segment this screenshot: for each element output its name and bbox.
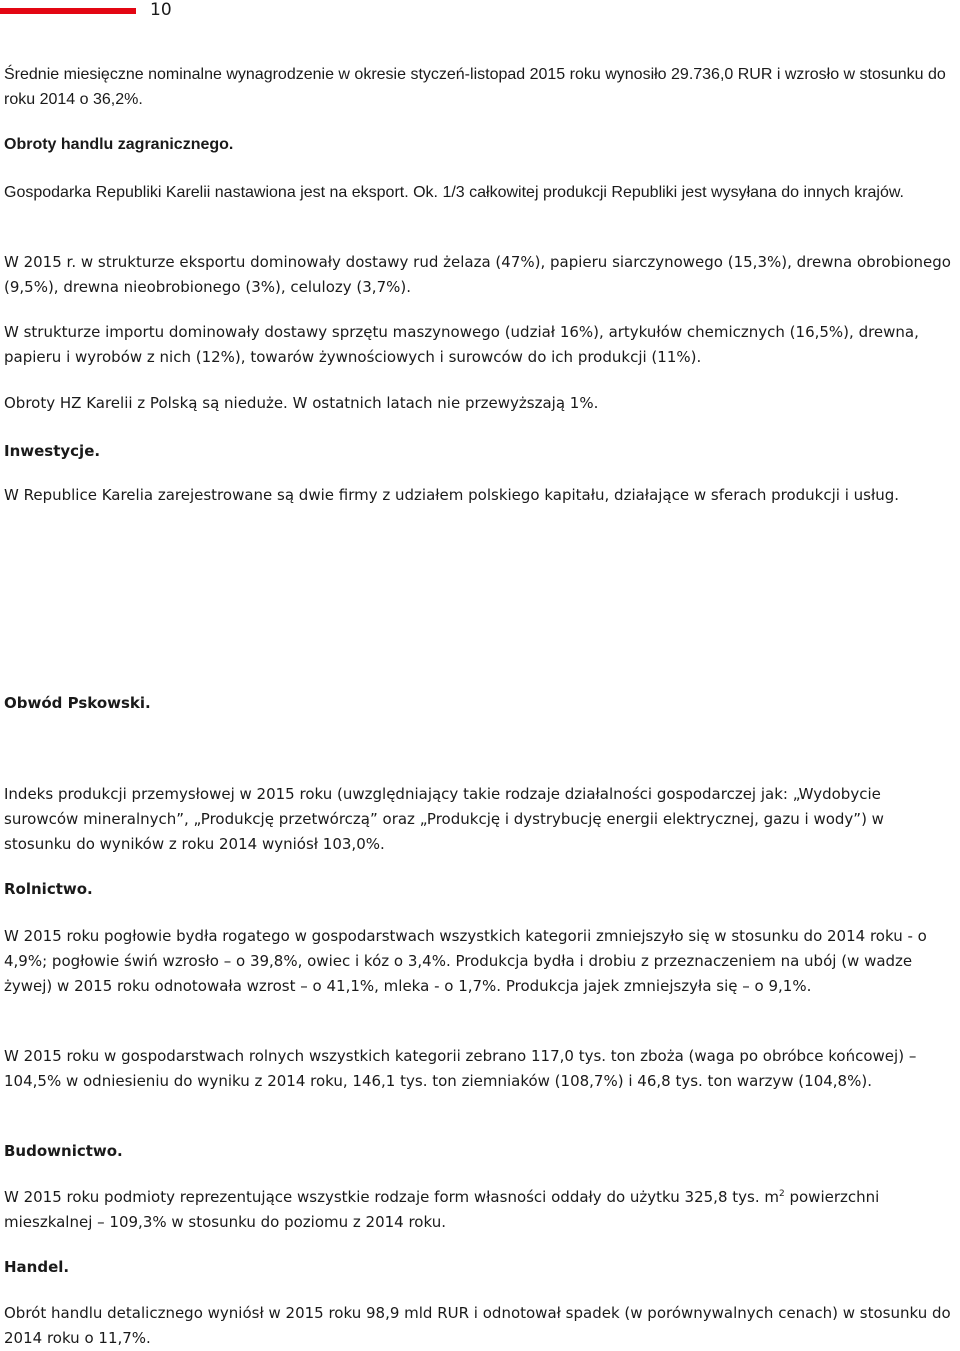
- paragraph-import-structure: W strukturze importu dominowały dostawy sprzętu maszynowego (udział 16%), artykułów chemicznych (16,5%), drewna, papieru i wyrobów z nich (12%), towarów żywnościowych i surowców do ich produkcji (11%).: [4, 323, 919, 366]
- page-number: 10: [150, 0, 172, 20]
- heading-agriculture: Rolnictwo.: [4, 880, 93, 898]
- housing-text-part1: W 2015 roku podmioty reprezentujące wszystkie rodzaje form własności oddały do użytku 325,8 tys. m: [4, 1188, 779, 1206]
- paragraph-salary: Średnie miesięczne nominalne wynagrodzenie w okresie styczeń-listopad 2015 roku wynosiło 29.736,0 RUR i wzrosło w stosunku do roku 2014 o 36,2%.: [4, 66, 946, 108]
- paragraph-industrial-index: Indeks produkcji przemysłowej w 2015 roku (uwzględniający takie rodzaje działalności gospodarczej jak: „Wydobycie surowców mineralnych”, „Produkcję przetwórczą” oraz „Produkcję i dystrybucję energii elektrycznej, gazu i wody”) w stosunku do wyników z roku 2014 wyniósł 103,0%.: [4, 785, 884, 853]
- paragraph-export-structure: W 2015 r. w strukturze eksportu dominowały dostawy rud żelaza (47%), papieru siarczynowego (15,3%), drewna obrobionego (9,5%), drewna nieobrobionego (3%), celulozy (3,7%).: [4, 253, 951, 296]
- heading-investments: Inwestycje.: [4, 442, 101, 460]
- header-accent-bar: [0, 8, 136, 14]
- paragraph-export-economy: Gospodarka Republiki Karelii nastawiona jest na eksport. Ok. 1/3 całkowitej produkcji Republiki jest wysyłana do innych krajów.: [4, 184, 904, 201]
- housing-text-part2: powierzchni mieszkalnej – 109,3% w stosunku do poziomu z 2014 roku.: [4, 1188, 880, 1231]
- paragraph-retail: Obrót handlu detalicznego wyniósł w 2015 roku 98,9 mld RUR i odnotował spadek (w porównywalnych cenach) w stosunku do 2014 roku o 11,7%.: [4, 1304, 951, 1347]
- paragraph-poland-trade: Obroty HZ Karelii z Polską są nieduże. W ostatnich latach nie przewyższają 1%.: [4, 394, 599, 412]
- paragraph-harvest: W 2015 roku w gospodarstwach rolnych wszystkich kategorii zebrano 117,0 tys. ton zboża (waga po obróbce końcowej) – 104,5% w odniesieniu do wyniku z 2014 roku, 146,1 tys. ton ziemniaków (108,7%) i 46,8 tys. ton warzyw (104,8%).: [4, 1047, 917, 1090]
- paragraph-livestock: W 2015 roku pogłowie bydła rogatego w gospodarstwach wszystkich kategorii zmniejszyło się w stosunku do 2014 roku - o 4,9%; pogłowie świń wzrosło – o 39,8%, owiec i kóz o 3,4%. Produkcja bydła i drobiu z przeznaczeniem na ubój (w wadze żywej) w 2015 roku odnotowała wzrost – o 41,1%, mleka - o 1,7%. Produkcja jajek zmniejszyła się – o 9,1%.: [4, 927, 927, 995]
- heading-foreign-trade: Obroty handlu zagranicznego.: [4, 136, 234, 153]
- heading-pskov-oblast: Obwód Pskowski.: [4, 694, 151, 712]
- squared-superscript: 2: [778, 1189, 785, 1199]
- heading-construction: Budownictwo.: [4, 1142, 123, 1160]
- paragraph-polish-firms: W Republice Karelia zarejestrowane są dwie firmy z udziałem polskiego kapitału, działające w sferach produkcji i usług.: [4, 486, 900, 504]
- paragraph-housing: [4, 1185, 956, 1235]
- heading-trade: Handel.: [4, 1258, 70, 1276]
